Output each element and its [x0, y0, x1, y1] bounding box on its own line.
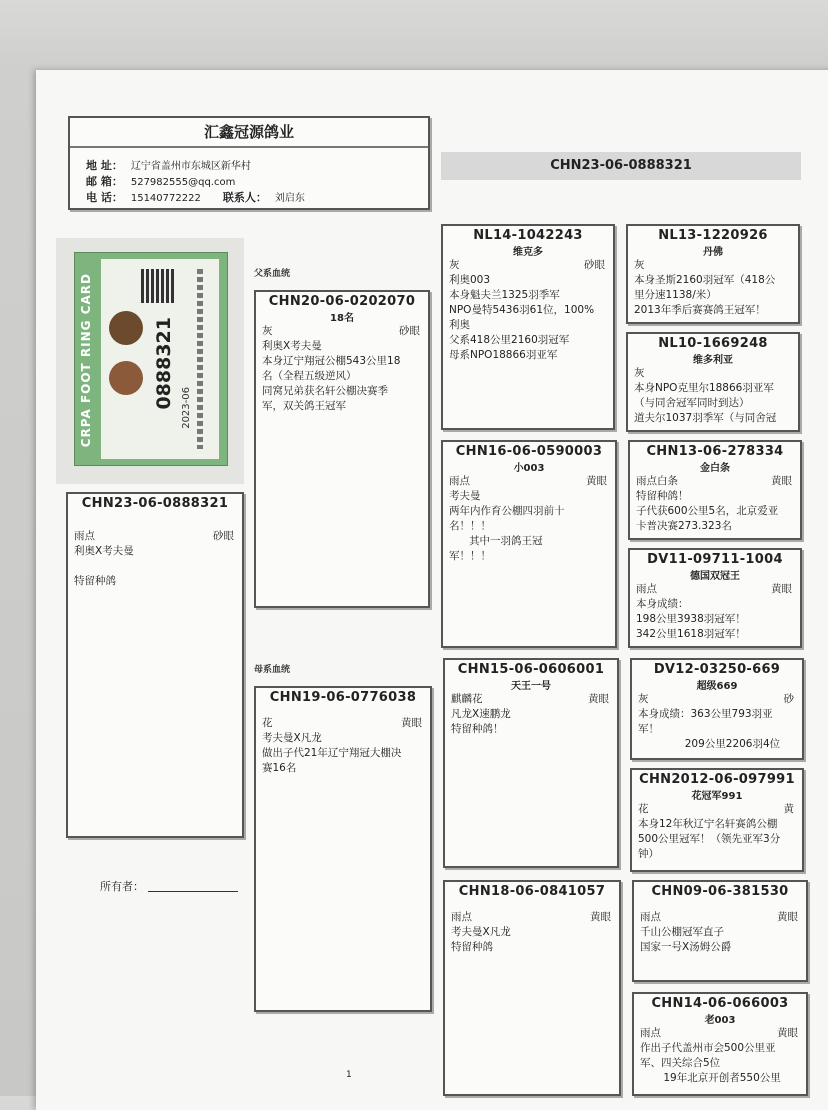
g4-ring: NL10-1669248	[658, 336, 768, 351]
sire-box	[254, 290, 430, 608]
g4-line: 本身圣斯2160羽冠军（418公	[634, 274, 776, 286]
g4-ring: NL13-1220926	[658, 228, 768, 243]
g3-line: 特留种鸽	[451, 941, 493, 953]
g3-line: 其中一羽鸽王冠	[449, 535, 543, 547]
loft-header	[68, 116, 430, 210]
dam-color-eye	[256, 716, 430, 731]
g4-color: 雨点白条	[636, 475, 678, 487]
qr-code-icon	[141, 269, 175, 303]
g4-name: 维多利亚	[693, 355, 733, 366]
ring-card-panel	[101, 259, 219, 459]
g3-ring: CHN18-06-0841057	[458, 884, 606, 899]
sire-eye: 砂眼	[399, 325, 420, 337]
g3-line: 特留种鸽！	[451, 723, 504, 735]
g4-eye: 黄眼	[771, 475, 792, 487]
g4-box-5	[630, 658, 804, 760]
g4-color-eye	[632, 692, 802, 707]
owner-label: 所有者：	[100, 880, 144, 893]
page-number: 1	[346, 1070, 352, 1080]
g3-line: 两年内作育公棚四羽前十	[449, 505, 565, 517]
g3-name: 小003	[513, 463, 545, 474]
g3-color-eye	[443, 258, 613, 273]
card-fine-print	[197, 269, 203, 449]
g4-color-eye	[628, 258, 798, 273]
dam-line-label: 母系血统	[254, 665, 291, 675]
phone-label: 电 话：	[86, 191, 123, 204]
dam-eye: 黄眼	[401, 717, 422, 729]
g4-name: 金白条	[700, 463, 730, 474]
g4-line: 里分速1138/米）	[634, 289, 717, 301]
g4-color: 灰	[634, 259, 645, 271]
g4-line: 2013年季后赛赛鸽王冠军！	[634, 304, 766, 316]
address-label: 地 址：	[86, 159, 123, 172]
g4-line: 子代获600公里5名，北京爱亚	[636, 505, 779, 517]
g3-eye: 砂眼	[584, 259, 605, 271]
g3-color-eye	[445, 910, 619, 925]
g4-line: 卡普决赛273.323名	[636, 520, 732, 532]
g4-color-eye	[632, 802, 802, 817]
g3-ring: CHN15-06-0606001	[457, 662, 605, 677]
g4-color: 灰	[638, 693, 649, 705]
subject-line	[68, 559, 242, 574]
granddam-paternal-box	[441, 440, 617, 648]
granddam-maternal-box	[443, 880, 621, 1096]
g4-box-8	[632, 992, 808, 1096]
loft-title: 汇鑫冠源鸽业	[70, 118, 428, 148]
g4-color: 雨点	[640, 911, 661, 923]
g4-color-eye	[634, 1026, 806, 1041]
g3-color-eye	[445, 692, 617, 707]
owner-signature-line	[148, 891, 238, 892]
dam-color: 花	[262, 717, 273, 729]
g3-line: 父系418公里2160羽冠军	[449, 334, 570, 346]
g4-eye: 黄	[783, 803, 794, 815]
g4-line: 特留种鸽！	[636, 490, 689, 502]
g4-name: 超级669	[696, 681, 738, 692]
subject-line: 利奥X考夫曼	[74, 545, 134, 557]
g4-box-2	[626, 332, 800, 432]
g3-color: 雨点	[449, 475, 470, 487]
g3-color: 雨点	[451, 911, 472, 923]
sire-line: 军，双关鸽王冠军	[262, 400, 346, 412]
dam-ring: CHN19-06-0776038	[269, 690, 417, 705]
g4-box-3	[628, 440, 802, 540]
g4-ring: DV11-09711-1004	[647, 552, 783, 567]
g3-color: 灰	[449, 259, 460, 271]
ring-card-year: 2023-06	[181, 387, 192, 429]
dam-line: 考夫曼X凡龙	[262, 732, 322, 744]
email-line	[70, 174, 428, 190]
sire-name: 18名	[330, 313, 354, 324]
g4-color-eye	[628, 366, 798, 381]
g4-name: 老003	[704, 1015, 736, 1026]
grandsire-maternal-box	[443, 658, 619, 868]
g3-ring: CHN16-06-0590003	[455, 444, 603, 459]
g4-line: 千山公棚冠军直子	[640, 926, 724, 938]
g4-line: 国家一号X汤姆公爵	[640, 941, 732, 953]
g4-line: 209公里2206羽4位	[638, 738, 781, 750]
email-value: 527982555@qq.com	[130, 177, 236, 188]
g4-box-4	[628, 548, 802, 648]
g4-line: 本身12年秋辽宁名轩赛鸽公棚	[638, 818, 778, 830]
contact-label: 联系人：	[222, 191, 267, 204]
g4-ring: CHN13-06-278334	[646, 444, 784, 459]
g4-line: 500公里冠军！（领先亚军3分	[638, 833, 781, 845]
g3-color: 麒麟花	[451, 693, 483, 705]
g4-line: 198公里3938羽冠军！	[636, 613, 746, 625]
g3-line: 军！！！	[449, 550, 491, 562]
pigeon-logo-icon	[109, 311, 143, 345]
g4-line: 本身NPO克里尔18866羽亚军	[634, 382, 774, 394]
g3-line: 利奥	[449, 319, 470, 331]
g3-eye: 黄眼	[590, 911, 611, 923]
g3-name	[445, 899, 619, 910]
g3-eye: 黄眼	[586, 475, 607, 487]
phone-value: 15140772222	[130, 193, 201, 204]
g4-box-1	[626, 224, 800, 324]
g4-ring: DV12-03250-669	[653, 662, 781, 677]
g3-eye: 黄眼	[588, 693, 609, 705]
sire-color: 灰	[262, 325, 273, 337]
g4-line: 本身成绩：363公里793羽亚	[638, 708, 773, 720]
g4-color-eye	[630, 474, 800, 489]
g4-color: 雨点	[636, 583, 657, 595]
seal-icon	[109, 361, 143, 395]
g4-color: 灰	[634, 367, 645, 379]
subject-box	[66, 492, 244, 838]
subject-line: 特留种鸽	[74, 575, 116, 587]
g4-line: 本身成绩：	[636, 598, 689, 610]
g4-line: 钟）	[638, 848, 659, 860]
g4-name	[634, 899, 806, 910]
g3-name: 维克多	[513, 247, 543, 258]
g4-ring: CHN09-06-381530	[651, 884, 789, 899]
g4-box-6	[630, 768, 804, 872]
g3-line: 利奥003	[449, 274, 491, 286]
g3-line: 考夫曼	[449, 490, 481, 502]
email-label: 邮 箱：	[86, 175, 123, 188]
dam-name	[256, 705, 430, 716]
g3-line: 名！！！	[449, 520, 491, 532]
subject-eye: 砂眼	[213, 530, 234, 542]
address-line	[70, 158, 428, 174]
g4-color-eye	[630, 582, 800, 597]
subject-ring-banner: CHN23-06-0888321	[441, 152, 801, 180]
g3-line: 凡龙X速鹏龙	[451, 708, 511, 720]
sire-ring: CHN20-06-0202070	[268, 294, 416, 309]
subject-color-eye	[68, 529, 242, 544]
phone-line	[70, 190, 428, 206]
g4-color: 雨点	[640, 1027, 661, 1039]
g4-ring: CHN14-06-066003	[651, 996, 789, 1011]
g3-color-eye	[443, 474, 615, 489]
ring-card-number: 0888321	[153, 317, 175, 410]
g4-line: 军！	[638, 723, 659, 735]
g4-eye: 砂	[783, 693, 794, 705]
ring-card-brand: CRPA FOOT RING CARD	[79, 273, 93, 448]
subject-ring: CHN23-06-0888321	[81, 496, 229, 511]
dam-line: 赛16名	[262, 762, 297, 774]
g3-line: 母系NPO18866羽亚军	[449, 349, 558, 361]
g4-ring: CHN2012-06-097991	[639, 772, 795, 787]
g4-name: 德国双冠王	[690, 571, 740, 582]
grandsire-paternal-box	[441, 224, 615, 430]
dam-box	[254, 686, 432, 1012]
g4-color: 花	[638, 803, 649, 815]
g4-line: 作出子代盖州市会500公里亚	[640, 1042, 776, 1054]
sire-line: 本身辽宁翔冠公棚543公里18	[262, 355, 401, 367]
g3-line: 本身魁夫兰1325羽季军	[449, 289, 560, 301]
g4-name: 花冠军991	[691, 791, 743, 802]
g4-eye: 黄眼	[777, 1027, 798, 1039]
g4-eye: 黄眼	[777, 911, 798, 923]
ring-card	[74, 252, 228, 466]
g4-line: （与同舍冠军同时到达）	[634, 397, 750, 409]
g4-eye: 黄眼	[771, 583, 792, 595]
sire-line: 同窝兄弟获名轩公棚决赛季	[262, 385, 388, 397]
g4-color-eye	[634, 910, 806, 925]
g3-line: 考夫曼X凡龙	[451, 926, 511, 938]
sire-color-eye	[256, 324, 428, 339]
ring-card-photo	[56, 238, 244, 484]
g4-line: 军、四关综合5位	[640, 1057, 721, 1069]
subject-color: 雨点	[74, 530, 95, 542]
g4-line: 342公里1618羽冠军！	[636, 628, 746, 640]
g3-ring: NL14-1042243	[473, 228, 583, 243]
g4-line: 19年北京开创者550公里	[640, 1072, 781, 1084]
address-value: 辽宁省盖州市东城区新华村	[130, 161, 251, 172]
contact-value: 刘启东	[274, 193, 305, 204]
g3-line: NPO曼特5436羽61位，100%	[449, 304, 595, 316]
dam-line: 做出子代21年辽宁翔冠大棚决	[262, 747, 402, 759]
sire-line: 利奥X考夫曼	[262, 340, 322, 352]
sire-line-label: 父系血统	[254, 269, 291, 279]
g4-line: 道夫尔1037羽季军（与同舍冠	[634, 412, 777, 424]
g4-box-7	[632, 880, 808, 982]
g4-name: 丹佛	[703, 247, 723, 258]
sire-line: 名（全程五级逆风）	[262, 370, 357, 382]
g3-name: 天王一号	[511, 681, 551, 692]
